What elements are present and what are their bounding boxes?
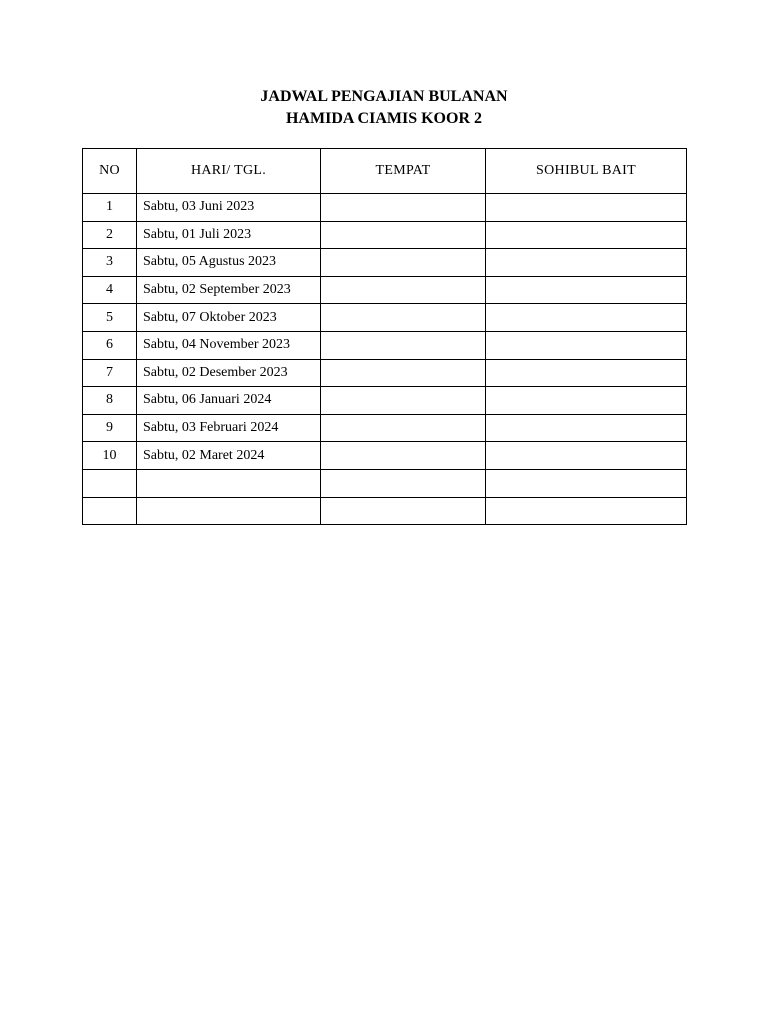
cell-place xyxy=(321,276,486,304)
schedule-table xyxy=(82,148,687,525)
cell-date: Sabtu, 07 Oktober 2023 xyxy=(137,304,321,332)
cell-no: 3 xyxy=(83,249,137,277)
table-row xyxy=(83,359,687,387)
cell-host xyxy=(486,414,687,442)
table-row xyxy=(83,221,687,249)
table-row xyxy=(83,497,687,525)
cell-no: 5 xyxy=(83,304,137,332)
cell-no: 7 xyxy=(83,359,137,387)
header-no: NO xyxy=(83,149,137,194)
cell-no: 2 xyxy=(83,221,137,249)
cell-host xyxy=(486,304,687,332)
document-title: JADWAL PENGAJIAN BULANAN xyxy=(260,88,508,105)
table-row xyxy=(83,249,687,277)
cell-date: Sabtu, 01 Juli 2023 xyxy=(137,221,321,249)
cell-no: 4 xyxy=(83,276,137,304)
cell-host xyxy=(486,442,687,470)
cell-place xyxy=(321,249,486,277)
cell-place xyxy=(321,497,486,525)
cell-host xyxy=(486,276,687,304)
cell-host xyxy=(486,331,687,359)
cell-date xyxy=(137,469,321,497)
cell-host xyxy=(486,221,687,249)
cell-date: Sabtu, 02 September 2023 xyxy=(137,276,321,304)
cell-date: Sabtu, 03 Februari 2024 xyxy=(137,414,321,442)
cell-place xyxy=(321,469,486,497)
table-row xyxy=(83,304,687,332)
cell-date: Sabtu, 05 Agustus 2023 xyxy=(137,249,321,277)
cell-no xyxy=(83,469,137,497)
cell-date xyxy=(137,497,321,525)
cell-place xyxy=(321,304,486,332)
table-row xyxy=(83,276,687,304)
cell-no: 1 xyxy=(83,194,137,222)
cell-no: 6 xyxy=(83,331,137,359)
cell-place xyxy=(321,359,486,387)
table-row xyxy=(83,442,687,470)
header-date: HARI/ TGL. xyxy=(137,149,321,194)
header-host: SOHIBUL BAIT xyxy=(486,149,687,194)
cell-host xyxy=(486,469,687,497)
document-subtitle: HAMIDA CIAMIS KOOR 2 xyxy=(285,110,482,127)
cell-no: 8 xyxy=(83,387,137,415)
cell-place xyxy=(321,414,486,442)
cell-date: Sabtu, 06 Januari 2024 xyxy=(137,387,321,415)
cell-host xyxy=(486,497,687,525)
cell-date: Sabtu, 02 Maret 2024 xyxy=(137,442,321,470)
cell-place xyxy=(321,331,486,359)
cell-no: 10 xyxy=(83,442,137,470)
cell-date: Sabtu, 02 Desember 2023 xyxy=(137,359,321,387)
table-header-row xyxy=(83,149,687,194)
table-row xyxy=(83,194,687,222)
cell-place xyxy=(321,221,486,249)
header-place: TEMPAT xyxy=(321,149,486,194)
cell-host xyxy=(486,249,687,277)
cell-host xyxy=(486,387,687,415)
cell-no: 9 xyxy=(83,414,137,442)
table-row xyxy=(83,469,687,497)
cell-place xyxy=(321,194,486,222)
cell-no xyxy=(83,497,137,525)
cell-host xyxy=(486,194,687,222)
cell-host xyxy=(486,359,687,387)
table-row xyxy=(83,414,687,442)
cell-date: Sabtu, 03 Juni 2023 xyxy=(137,194,321,222)
table-row xyxy=(83,387,687,415)
cell-date: Sabtu, 04 November 2023 xyxy=(137,331,321,359)
cell-place xyxy=(321,442,486,470)
table-row xyxy=(83,331,687,359)
cell-place xyxy=(321,387,486,415)
